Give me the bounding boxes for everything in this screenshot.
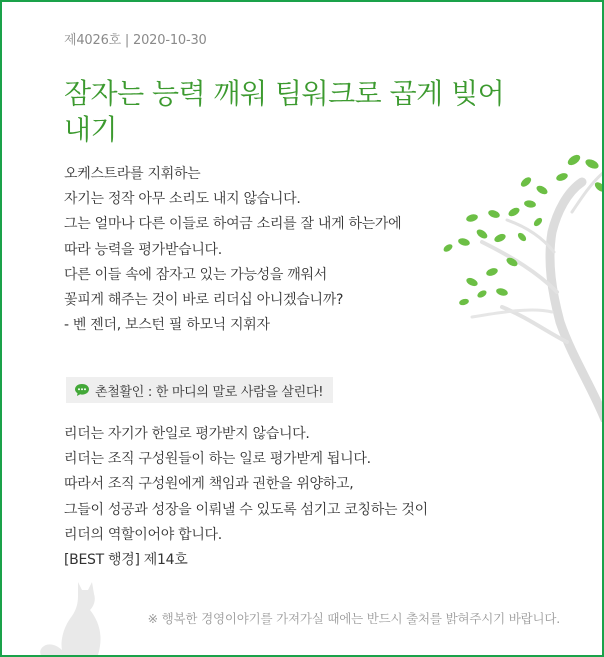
tree-branch [482,242,557,292]
leaf [532,216,543,227]
chat-bubble-icon [74,383,90,397]
intro-line: 다른 이들 속에 잠자고 있는 가능성을 깨워서 [64,266,327,283]
leaf [457,237,470,247]
intro-line: 그는 얼마나 다른 이들로 하여금 소리를 잘 내게 하는가에 [64,216,402,233]
leaf [458,298,469,306]
leaf [485,267,499,278]
source-line: [BEST 행경] 제14호 [64,552,188,569]
body-line: 리더는 자기가 한일로 평가받지 않습니다. [64,426,310,442]
leaf [516,231,527,242]
intro-line: - 벤 젠더, 보스턴 필 하모닉 지휘자 [64,317,270,334]
leaf [475,228,489,241]
issue-info: 제4026호 | 2020-10-30 [64,33,207,48]
leaf [495,287,508,297]
leaf [555,172,569,183]
intro-line: 꽃피게 해주는 것이 바로 리더십 아니겠습니까? [64,292,344,309]
leaf [523,200,536,209]
body-paragraph [64,422,428,573]
leaf [519,175,533,188]
footer-notice: ※ 행복한 경영이야기를 가져가실 때에는 반드시 출처를 밝혀주시기 바랍니다. [147,611,560,626]
intro-line: 따라 능력을 평가받습니다. [64,241,222,258]
leaf [442,243,454,254]
quote-label: 촌철활인 : 한 마디의 말로 사람을 살린다! [95,384,324,400]
body-line: 따라서 조직 구성원에게 책임과 권한을 위양하고, [64,476,354,493]
leaf [535,184,549,196]
body-line: 리더의 역할이어야 합니다. [64,526,222,543]
page-title: 잠자는 능력 깨워 팀워크로 곱게 빚어 내기 [64,77,505,146]
intro-line: 자기는 정작 아무 소리도 내지 않습니다. [64,191,301,208]
leaf [493,232,507,243]
body-line: 리더는 조직 구성원들이 하는 일로 평가받게 됩니다. [64,451,371,468]
quote-box [66,377,333,403]
leaf [507,206,521,218]
tree-trunk [550,182,604,422]
tree-illustration [442,142,604,422]
intro-paragraph [64,162,401,338]
leaf [465,276,479,287]
leaf [584,157,600,170]
leaf [465,213,478,223]
leaf [487,209,501,220]
body-line: 그들이 성공과 성장을 이뤄낼 수 있도록 섬기고 코칭하는 것이 [64,501,428,518]
leaf [476,289,488,299]
cat-silhouette-icon [38,580,108,657]
intro-line: 오케스트라를 지휘하는 [64,166,201,182]
leaf [566,153,582,168]
